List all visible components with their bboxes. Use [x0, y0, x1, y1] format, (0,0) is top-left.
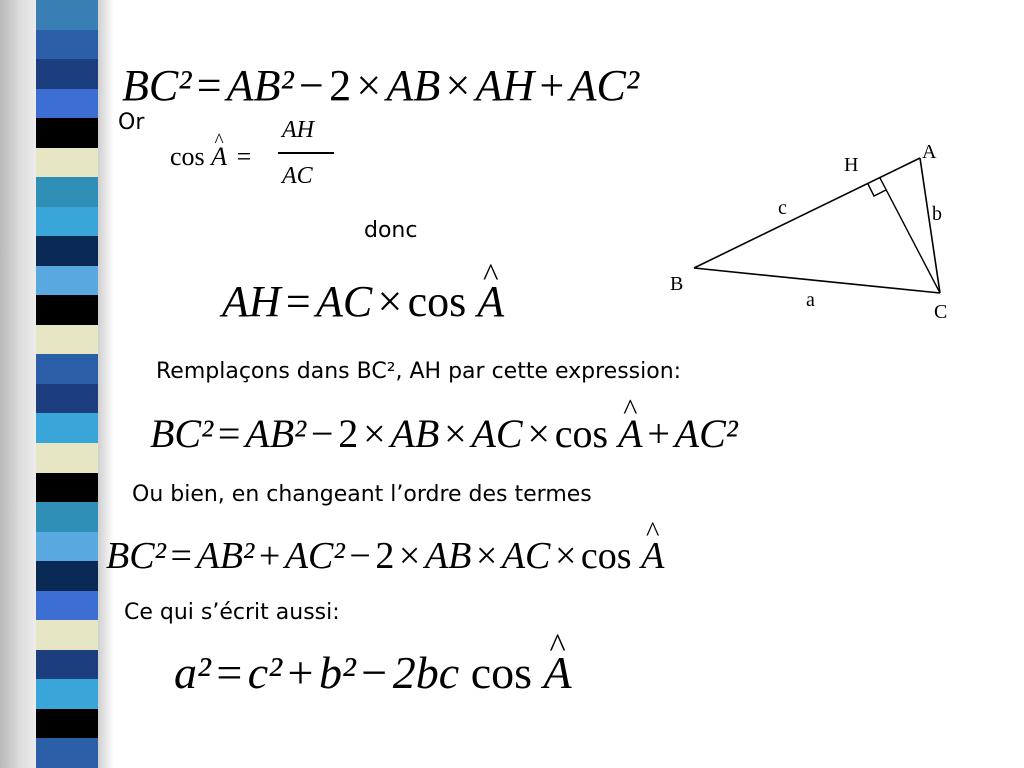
formula-substituted [150, 411, 738, 456]
stripe-segment [36, 473, 100, 503]
formula-operator: × [398, 535, 421, 577]
stripe-segment [36, 148, 100, 178]
formula-term: 2bc [392, 647, 460, 698]
text-remplacons: Remplaçons dans BC², AH par cette expression: [156, 359, 682, 384]
cos-function: cos [407, 277, 467, 326]
text-or: Or [118, 110, 145, 135]
formula-operator: − [349, 535, 371, 577]
formula-operator: = [217, 411, 241, 456]
formula-operator: + [287, 647, 314, 698]
formula-operator: + [258, 535, 281, 577]
label-vertex-b: B [670, 273, 684, 295]
stripe-segment [36, 384, 100, 414]
fraction-bar [278, 152, 334, 154]
formula-term: b² [318, 647, 356, 698]
angle-a: ^ A [641, 537, 664, 575]
stripe-segment [36, 561, 100, 591]
formula-cos-definition [170, 118, 340, 196]
formula-term: AC [316, 277, 373, 326]
formula-operator: × [444, 411, 467, 456]
cos-function: cos [580, 535, 632, 577]
stripe-segment [36, 709, 100, 739]
angle-a: ^ A [211, 144, 227, 170]
stripe-segment [36, 679, 100, 709]
formula-term: c² [247, 647, 282, 698]
formula-operator: × [527, 411, 550, 456]
formula-term: AH [222, 277, 281, 326]
label-vertex-c: C [934, 301, 948, 323]
formula-term: AB² [245, 411, 307, 456]
formula-term: AB² [226, 61, 294, 110]
stripe-segment [36, 207, 100, 237]
stripe-segment [36, 650, 100, 680]
cos-function: cos [470, 647, 533, 698]
formula-operator: + [647, 411, 670, 456]
formula-operator: × [445, 61, 471, 110]
stripe-segment [36, 236, 100, 266]
label-vertex-h: H [844, 154, 859, 176]
formula-operator: = [170, 535, 192, 577]
cos-lhs [170, 144, 254, 170]
text-donc: donc [364, 218, 418, 243]
formula-term: AC [471, 411, 523, 456]
cos-function: cos [554, 411, 609, 456]
label-side-b: b [932, 203, 942, 225]
formula-term: 2 [338, 411, 359, 456]
sidebar-shade-right [98, 0, 114, 768]
formula-term: AB [386, 61, 441, 110]
formula-term: AH [475, 61, 535, 110]
formula-term: AC² [284, 535, 345, 577]
formula-term: AC [501, 535, 551, 577]
side-c [694, 158, 920, 268]
stripe-segment [36, 354, 100, 384]
formula-law-expansion [122, 61, 640, 110]
stripe-segment [36, 177, 100, 207]
formula-reordered [106, 537, 664, 575]
angle-a: ^ A [544, 650, 572, 696]
stripe-segment [36, 532, 100, 562]
formula-operator: × [554, 535, 577, 577]
formula-operator: − [299, 61, 324, 110]
formula-term: BC² [106, 535, 166, 577]
formula-operator: − [361, 647, 388, 698]
formula-operator: + [539, 61, 565, 110]
stripe-segment [36, 620, 100, 650]
formula-ah [222, 277, 505, 326]
label-vertex-a: A [922, 141, 937, 163]
cos-function: cos [170, 142, 205, 171]
stripe-segment [36, 30, 100, 60]
stripe-segment [36, 738, 100, 768]
stripe-segment [36, 266, 100, 296]
stripe-segment [36, 413, 100, 443]
formula-term: AB [390, 411, 440, 456]
formula-term: 2 [329, 61, 352, 110]
formula-term: AC² [569, 61, 640, 110]
formula-term: 2 [375, 535, 395, 577]
stripe-segment [36, 0, 100, 30]
stripe-segment [36, 591, 100, 621]
text-ou-bien: Ou bien, en changeant l’ordre des termes [132, 482, 592, 507]
stripe-segment [36, 295, 100, 325]
stripe-segment [36, 118, 100, 148]
formula-operator: = [236, 142, 252, 171]
side-a [694, 268, 940, 293]
stripe-segment [36, 443, 100, 473]
stripe-segment [36, 89, 100, 119]
label-side-c: c [778, 197, 787, 219]
stripe-segment [36, 59, 100, 89]
formula-operator: × [377, 277, 403, 326]
label-side-a: a [806, 289, 815, 311]
formula-operator: = [196, 61, 222, 110]
stripe-segment [36, 502, 100, 532]
text-ce-qui: Ce qui s’écrit aussi: [124, 600, 340, 625]
fraction-numerator: AH [282, 117, 314, 143]
stripe-segment [36, 325, 100, 355]
formula-law-of-cosines [174, 647, 572, 698]
triangle-figure [660, 140, 960, 330]
formula-operator: × [356, 61, 382, 110]
formula-operator: = [216, 647, 243, 698]
formula-term: BC² [122, 61, 192, 110]
fraction-denominator: AC [282, 163, 313, 189]
triangle-svg [660, 140, 960, 330]
angle-a: ^ A [618, 414, 642, 454]
formula-term: a² [174, 647, 211, 698]
formula-operator: = [285, 277, 311, 326]
angle-a: ^ A [477, 280, 504, 324]
formula-operator: × [475, 535, 498, 577]
formula-term: AB² [196, 535, 255, 577]
formula-term: AB [424, 535, 472, 577]
formula-term: AC² [674, 411, 738, 456]
decorative-stripe-bar [36, 0, 100, 768]
formula-operator: × [363, 411, 386, 456]
formula-term: BC² [150, 411, 214, 456]
formula-operator: − [310, 411, 334, 456]
